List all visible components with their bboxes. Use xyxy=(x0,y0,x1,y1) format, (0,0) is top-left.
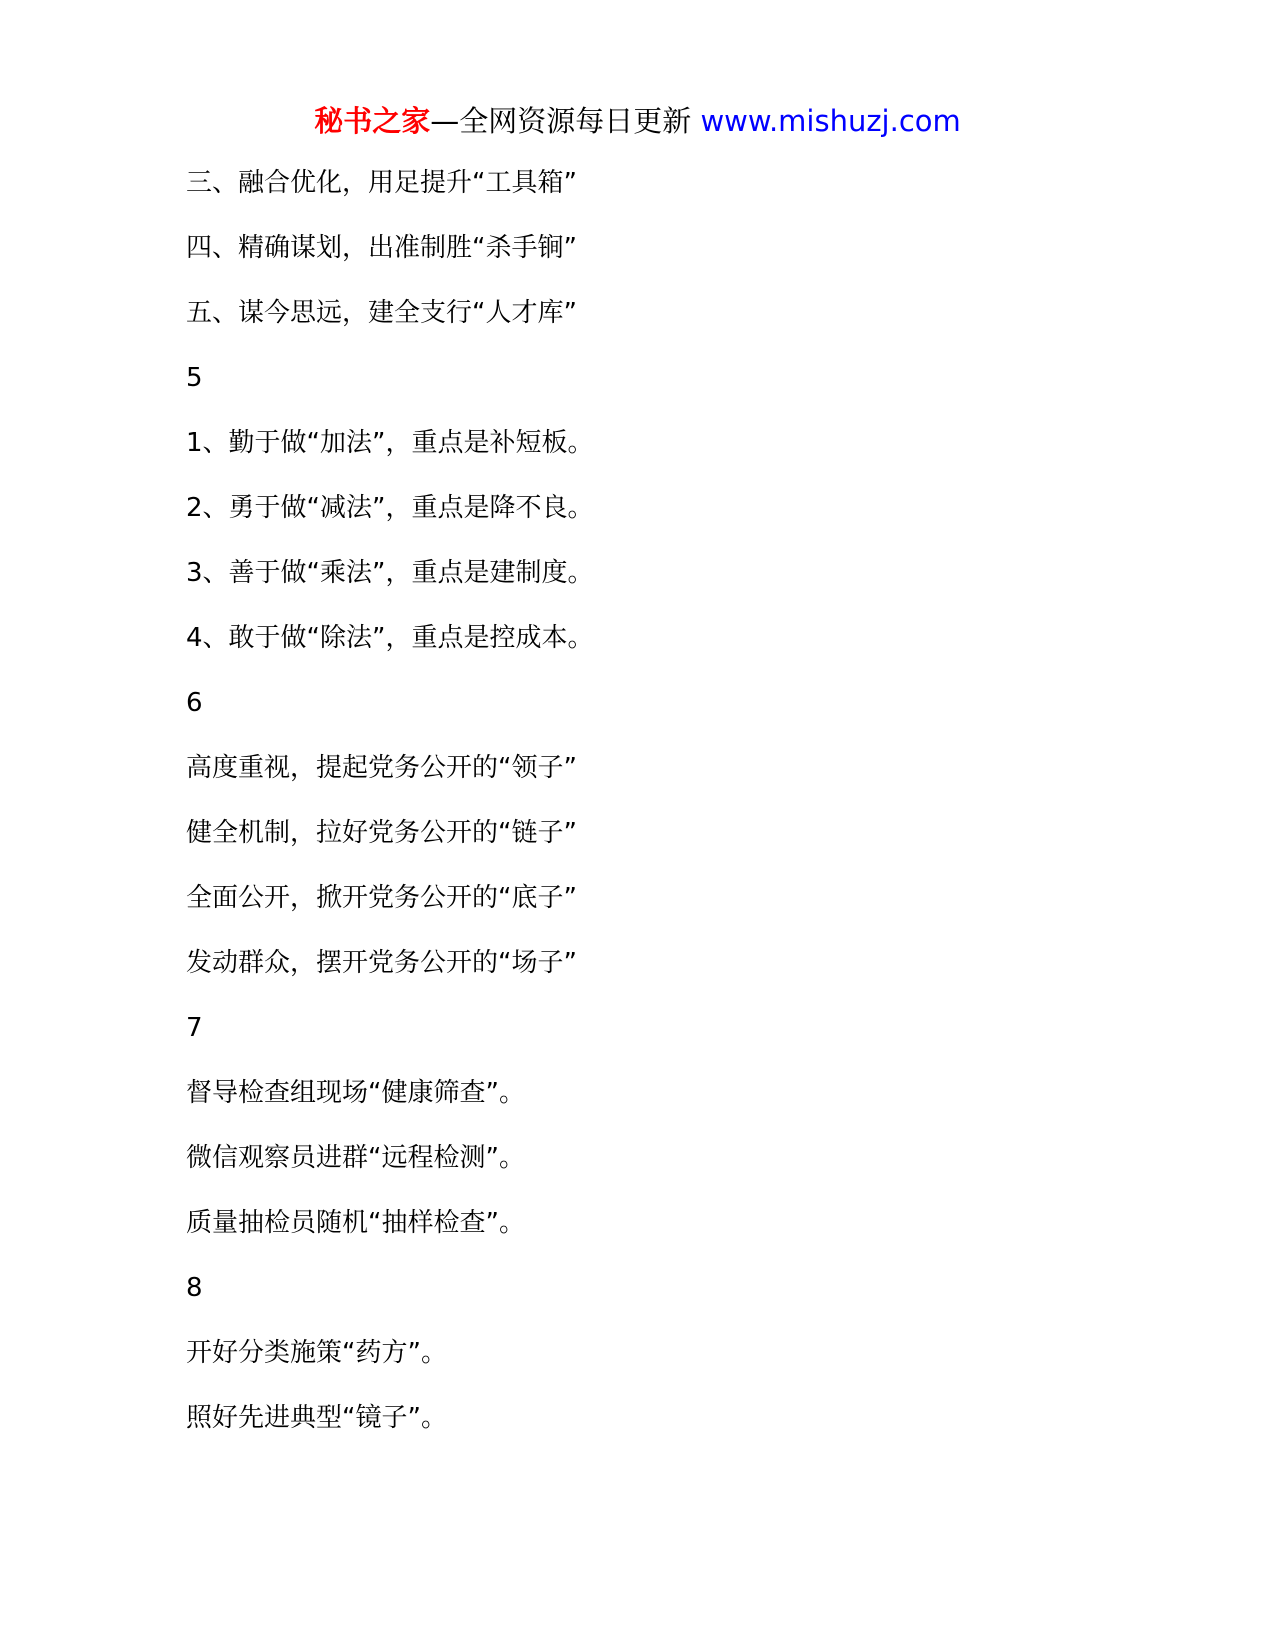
text-line: 全面公开，掀开党务公开的“底子” xyxy=(186,883,577,913)
header-tagline: —全网资源每日更新 xyxy=(430,104,701,138)
list-item: 2、勇于做“减法”，重点是降不良。 xyxy=(186,493,594,523)
section-number: 6 xyxy=(186,688,203,718)
list-item: 4、敢于做“除法”，重点是控成本。 xyxy=(186,623,594,653)
text-line: 开好分类施策“药方”。 xyxy=(186,1338,447,1368)
document-body xyxy=(186,162,1186,1462)
text-line: 质量抽检员随机“抽样检查”。 xyxy=(186,1208,525,1238)
heading-line: 三、融合优化，用足提升“工具箱” xyxy=(186,168,577,198)
page-header xyxy=(0,100,1275,142)
brand-name: 秘书之家 xyxy=(314,104,431,138)
section-number: 8 xyxy=(186,1273,203,1303)
text-line: 发动群众，摆开党务公开的“场子” xyxy=(186,948,577,978)
text-line: 微信观察员进群“远程检测”。 xyxy=(186,1143,525,1173)
text-line: 照好先进典型“镜子”。 xyxy=(186,1403,447,1433)
section-number: 7 xyxy=(186,1013,203,1043)
heading-line: 四、精确谋划，出准制胜“杀手锏” xyxy=(186,233,577,263)
list-item: 3、善于做“乘法”，重点是建制度。 xyxy=(186,558,594,588)
site-url-link[interactable]: www.mishuzj.com xyxy=(700,104,961,138)
text-line: 督导检查组现场“健康筛查”。 xyxy=(186,1078,525,1108)
list-item: 1、勤于做“加法”，重点是补短板。 xyxy=(186,428,594,458)
heading-line: 五、谋今思远，建全支行“人才库” xyxy=(186,298,577,328)
section-number: 5 xyxy=(186,363,203,393)
text-line: 健全机制，拉好党务公开的“链子” xyxy=(186,818,577,848)
text-line: 高度重视，提起党务公开的“领子” xyxy=(186,753,577,783)
